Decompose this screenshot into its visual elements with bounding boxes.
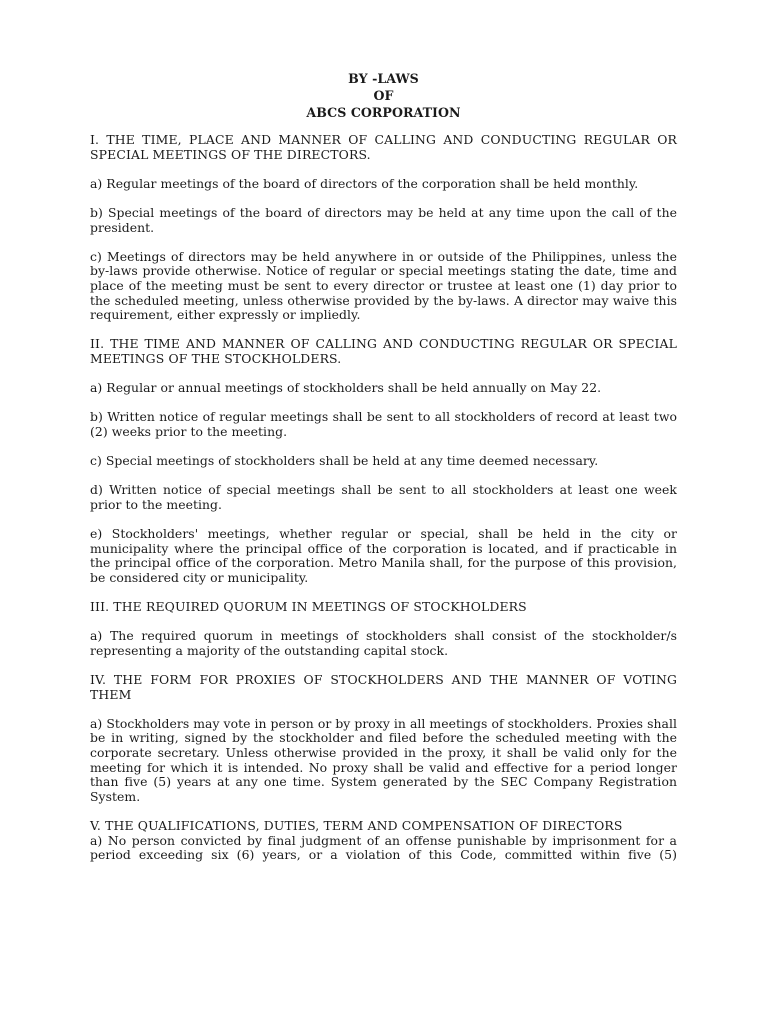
section-2-paragraph-b: b) Written notice of regular meetings shall be sent to all stockholders of record at least two (2) weeks prior to the meeting. bbox=[90, 409, 677, 439]
title-line-of: OF bbox=[373, 88, 394, 103]
title-line-bylaws: BY -LAWS bbox=[348, 71, 419, 86]
section-4-heading: IV. THE FORM FOR PROXIES OF STOCKHOLDERS AND THE MANNER OF VOTING THEM bbox=[90, 671, 677, 702]
section-2-paragraph-a: a) Regular or annual meetings of stockholders shall be held annually on May 22. bbox=[90, 380, 602, 396]
section-2-paragraph-d: d) Written notice of special meetings shall be sent to all stockholders at least one week prior to the meeting. bbox=[90, 482, 677, 512]
document-title bbox=[90, 70, 677, 121]
section-4-paragraph-a: a) Stockholders may vote in person or by proxy in all meetings of stockholders. Proxies shall be in writing, signed by the stockholder and filed before the scheduled meeting with the corporate secretary. Unless otherwise provided in the proxy, it shall be valid only for the meeting for which it is intended. No proxy shall be valid and effective for a period longer than five (5) years at any one time. System generated by the SEC Company Registration System. bbox=[90, 715, 677, 804]
title-line-corporation: ABCS CORPORATION bbox=[306, 105, 461, 120]
section-1-heading: I. THE TIME, PLACE AND MANNER OF CALLING AND CONDUCTING REGULAR OR SPECIAL MEETINGS OF THE DIRECTORS. bbox=[90, 132, 677, 162]
section-5-paragraph-a: a) No person convicted by final judgment of an offense punishable by imprisonment for a period exceeding six (6) years, or a violation of this Code, committed within five (5) bbox=[90, 832, 677, 863]
section-5-heading: V. THE QUALIFICATIONS, DUTIES, TERM AND COMPENSATION OF DIRECTORS bbox=[90, 817, 623, 833]
document-body bbox=[90, 70, 677, 863]
section-2-heading: II. THE TIME AND MANNER OF CALLING AND CONDUCTING REGULAR OR SPECIAL MEETINGS OF THE STOCKHOLDERS. bbox=[90, 336, 677, 366]
section-2-paragraph-e: e) Stockholders' meetings, whether regular or special, shall be held in the city or municipality where the principal office of the corporation is located, and if practicable in the principal office of the corporation. Metro Manila shall, for the purpose of this provision, be considered city or municipality. bbox=[90, 526, 677, 585]
section-2-paragraph-c: c) Special meetings of stockholders shall be held at any time deemed necessary. bbox=[90, 453, 599, 469]
section-1-paragraph-c: c) Meetings of directors may be held anywhere in or outside of the Philippines, unless the by-laws provide otherwise. Notice of regular or special meetings stating the date, time and place of the meeting must be sent to every director or trustee at least one (1) day prior to the scheduled meeting, unless otherwise provided by the by-laws. A director may waive this requirement, either expressly or impliedly. bbox=[90, 248, 677, 323]
section-3-paragraph-a: a) The required quorum in meetings of stockholders shall consist of the stockholder/s representing a majority of the outstanding capital stock. bbox=[90, 628, 677, 658]
section-1-paragraph-a: a) Regular meetings of the board of directors of the corporation shall be held monthly. bbox=[90, 175, 639, 191]
section-1-paragraph-b: b) Special meetings of the board of directors may be held at any time upon the call of the president. bbox=[90, 204, 677, 235]
section-3-heading: III. THE REQUIRED QUORUM IN MEETINGS OF STOCKHOLDERS bbox=[90, 599, 527, 614]
